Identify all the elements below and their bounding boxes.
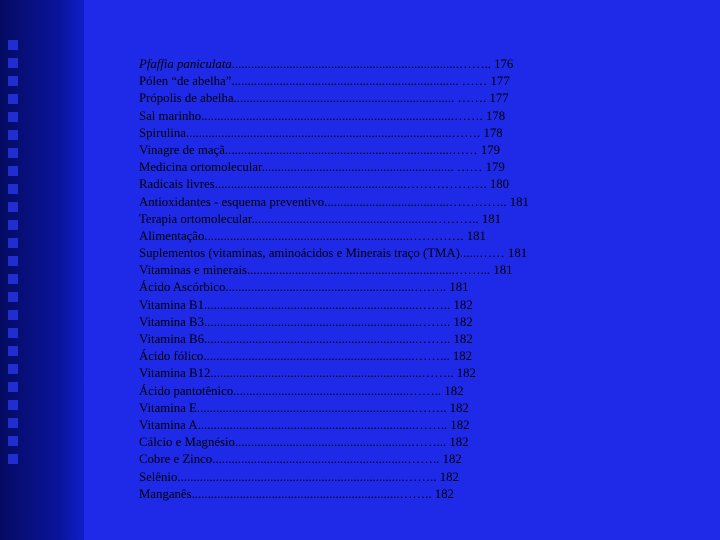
toc-entry-page: 178 xyxy=(485,108,506,123)
toc-entry-page: 182 xyxy=(456,366,476,381)
toc-entry-label: Suplementos (vitaminas, aminoácidos e Minerais traço (TMA) xyxy=(139,246,460,261)
toc-entry-page: 181 xyxy=(449,280,469,295)
toc-entry-label: Radicais livres xyxy=(139,177,215,192)
toc-entry xyxy=(139,73,609,90)
toc-entry-label: Selênio xyxy=(139,469,178,484)
toc-entry-label: Vitamina B12 xyxy=(139,366,211,381)
toc-entry xyxy=(139,245,609,262)
toc-entry-page: 181 xyxy=(509,194,529,209)
toc-entry-label: Pfaffia paniculata xyxy=(139,57,232,71)
toc-entry xyxy=(139,469,609,486)
toc-entry-label: Spirulina xyxy=(139,125,186,140)
toc-entry xyxy=(139,486,609,503)
toc-entry-page: 181 xyxy=(493,263,513,278)
toc-entry-leader: ...................................................................…….. xyxy=(203,297,451,312)
toc-entry-label: Ácido Ascórbico xyxy=(139,280,226,295)
toc-entry-leader: ...................................................................…….. xyxy=(203,314,451,329)
toc-entry-page: 181 xyxy=(466,228,486,243)
toc-entry xyxy=(139,417,609,434)
toc-entry xyxy=(139,297,609,314)
toc-entry-label: Vitamina B3 xyxy=(139,314,204,329)
toc-entry xyxy=(139,56,609,73)
toc-entry-label: Sal marinho xyxy=(139,108,202,123)
toc-entry-leader: .......................................................................…… xyxy=(224,142,478,157)
toc-entry-label: Alimentação xyxy=(139,228,205,243)
toc-entry-page: 182 xyxy=(449,435,469,450)
toc-entry-leader: ..................................................................……... xyxy=(203,349,450,364)
toc-entry-page: 181 xyxy=(481,211,502,226)
toc-entry xyxy=(139,331,609,348)
toc-entry-label: Pólen “de abelha” xyxy=(139,74,232,89)
table-of-contents xyxy=(139,56,609,503)
toc-entry-page: 182 xyxy=(453,314,473,329)
toc-entry-leader: ....................................................................…….. xyxy=(197,417,448,432)
toc-entry-page: 180 xyxy=(489,177,510,192)
toc-entry-page: 179 xyxy=(480,142,501,157)
toc-entry-page: 179 xyxy=(485,160,505,175)
toc-entry-page: 182 xyxy=(450,417,470,432)
toc-entry xyxy=(139,383,609,400)
toc-entry xyxy=(139,176,609,193)
toc-entry-leader: .................................................................……... xyxy=(246,263,491,278)
toc-entry xyxy=(139,211,609,228)
toc-entry xyxy=(139,142,609,159)
toc-entry-leader: .......................................………….. xyxy=(324,194,507,209)
toc-entry-leader: ....................................................................... …… xyxy=(231,74,488,89)
toc-entry-leader: .................................................................…….. xyxy=(191,486,432,501)
toc-entry-page: 176 xyxy=(494,57,514,71)
toc-entry xyxy=(139,125,609,142)
left-decorative-band xyxy=(0,0,84,540)
toc-entry-page: 182 xyxy=(452,349,473,364)
toc-entry-leader: ............................................................………………. xyxy=(214,177,487,192)
toc-entry xyxy=(139,262,609,279)
toc-entry-leader: .......................................................................…….. xyxy=(177,469,437,484)
toc-entry-leader: .......................................................…….. xyxy=(233,383,442,398)
toc-entry xyxy=(139,348,609,365)
toc-entry-leader: .......................................................................…….. xyxy=(231,57,491,71)
toc-entry-label: Vitamina A xyxy=(139,417,198,432)
decorative-squares xyxy=(4,40,24,472)
toc-entry-label: Terapia ortomolecular xyxy=(139,211,252,226)
toc-entry-leader: ....................................................................…….. xyxy=(196,400,447,415)
toc-entry xyxy=(139,400,609,417)
toc-entry xyxy=(139,365,609,382)
toc-entry xyxy=(139,228,609,245)
toc-entry-leader: ............................................................ …… xyxy=(261,160,483,175)
toc-entry-label: Vinagre de maçã xyxy=(139,142,225,157)
toc-entry xyxy=(139,314,609,331)
toc-entry-leader: ..................................................................…….. xyxy=(210,366,454,381)
toc-entry-leader: .......................................................……... xyxy=(234,435,447,450)
toc-entry xyxy=(139,108,609,125)
toc-entry-label: Vitamina B6 xyxy=(139,332,204,346)
toc-entry-page: 182 xyxy=(439,469,459,484)
toc-entry-leader: ......…… xyxy=(459,246,505,261)
toc-entry-label: Vitamina E xyxy=(139,400,197,415)
toc-entry-page: 182 xyxy=(444,383,464,398)
toc-entry-leader: ................................................................…………. xyxy=(204,228,464,243)
toc-entry-page: 181 xyxy=(507,246,528,261)
toc-entry-page: 177 xyxy=(490,74,510,89)
toc-entry-page: 182 xyxy=(434,486,454,501)
toc-entry-label: Manganês xyxy=(139,486,192,501)
toc-entry-label: Cálcio e Magnésio xyxy=(139,435,235,450)
toc-entry-page: 182 xyxy=(442,452,462,467)
toc-entry xyxy=(139,451,609,468)
toc-entry-leader: ...................................................................................……. xyxy=(185,125,481,140)
toc-entry-label: Cobre e Zinco xyxy=(139,452,213,467)
toc-entry-label: Própolis de abelha xyxy=(139,91,234,106)
toc-entry xyxy=(139,434,609,451)
toc-entry-label: Antioxidantes - esquema preventivo xyxy=(139,194,325,209)
toc-entry-label: Ácido pantotênico xyxy=(139,383,234,398)
toc-entry-leader: .............................................................…….. xyxy=(212,452,440,467)
toc-entry-label: Ácido fólico xyxy=(139,349,204,364)
toc-entry-label: Vitamina B1 xyxy=(139,297,204,312)
toc-entry-page: 182 xyxy=(449,400,469,415)
toc-entry-page: 178 xyxy=(483,125,503,140)
toc-entry-page: 182 xyxy=(453,297,473,312)
toc-entry xyxy=(139,194,609,211)
toc-entry-label: Vitaminas e minerais xyxy=(139,263,247,278)
toc-entry-page: 177 xyxy=(489,91,509,106)
toc-entry-leader: ...............................................................................……. xyxy=(201,108,483,123)
toc-entry-leader: ...................................................................…….. xyxy=(203,332,451,346)
toc-entry-leader: ..................................................................... ……. xyxy=(233,91,487,106)
toc-entry xyxy=(139,279,609,296)
toc-entry-leader: .........................................................……….. xyxy=(251,211,479,226)
toc-entry-label: Medicina ortomolecular xyxy=(139,160,262,175)
toc-entry xyxy=(139,159,609,176)
toc-entry-page: 182 xyxy=(453,332,473,346)
toc-entry xyxy=(139,90,609,107)
toc-entry-leader: ...........................................................…….. xyxy=(225,280,447,295)
